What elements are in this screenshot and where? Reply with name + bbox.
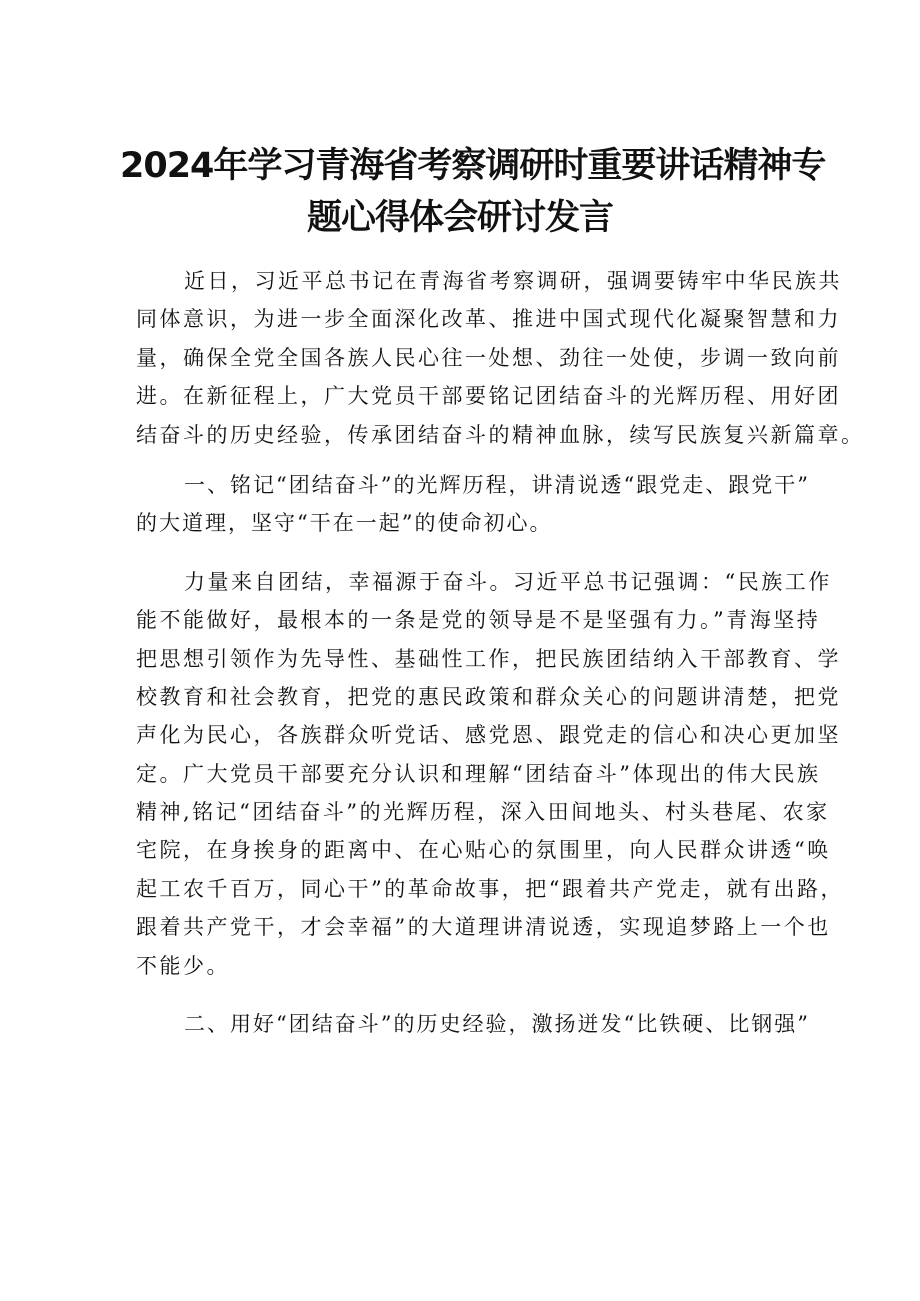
paragraph-line: 跟着共产党干，才会幸福”的大道理讲清说透，实现追梦路上一个也 xyxy=(136,915,831,940)
paragraph-line: 近日，习近平总书记在青海省考察调研，强调要铸牢中华民族共 xyxy=(184,269,842,293)
paragraph-line: 起工农千百万，同心干”的革命故事，把“跟着共产党走，就有出路， xyxy=(136,876,844,901)
paragraph-line: 进。在新征程上，广大党员干部要铭记团结奋斗的光辉历程、用好团 xyxy=(136,384,841,409)
document-body xyxy=(136,262,865,1043)
paragraph-line: 定。广大党员干部要充分认识和理解“团结奋斗”体现出的伟大民族 xyxy=(136,761,821,786)
paragraph-line: 结奋斗的历史经验，传承团结奋斗的精神血脉，续写民族复兴新篇章。 xyxy=(136,422,865,447)
paragraph-line: 能不能做好，最根本的一条是党的领导是不是坚强有力。”青海坚持 xyxy=(136,608,821,633)
paragraph-line: 精神,铭记“团结奋斗”的光辉历程，深入田间地头、村头巷尾、农家 xyxy=(136,800,830,825)
heading-line: 二、用好“团结奋斗”的历史经验，激扬迸发“比铁硬、比钢强” xyxy=(184,1012,810,1037)
paragraph-line: 声化为民心，各族群众听党话、感党恩、跟党走的信心和决心更加坚 xyxy=(136,723,841,748)
paragraph-line: 不能少。 xyxy=(136,953,230,978)
paragraph-line: 量，确保全党全国各族人民心往一处想、劲往一处使，步调一致向前 xyxy=(136,345,841,370)
section-1-heading xyxy=(136,466,810,543)
title-line: 2024年学习青海省考察调研时重要讲话精神专 xyxy=(120,146,826,186)
intro-paragraph xyxy=(136,262,865,454)
paragraph-line: 宅院，在身挨身的距离中、在心贴心的氛围里，向人民群众讲透“唤 xyxy=(136,838,831,863)
section-1-paragraph xyxy=(136,563,844,985)
heading-line: 的大道理，坚守“干在一起”的使命初心。 xyxy=(136,511,553,536)
paragraph-line: 把思想引领作为先导性、基础性工作，把民族团结纳入干部教育、学 xyxy=(136,646,841,671)
section-2-heading xyxy=(136,1005,810,1043)
paragraph-line: 力量来自团结，幸福源于奋斗。习近平总书记强调：“民族工作 xyxy=(184,569,832,594)
title-line: 题心得体会研讨发言 xyxy=(306,198,613,238)
heading-line: 一、铭记“团结奋斗”的光辉历程，讲清说透“跟党走、跟党干” xyxy=(184,472,810,497)
paragraph-line: 同体意识，为进一步全面深化改革、推进中国式现代化凝聚智慧和力 xyxy=(136,307,841,332)
paragraph-line: 校教育和社会教育，把党的惠民政策和群众关心的问题讲清楚，把党 xyxy=(136,684,841,709)
document-title xyxy=(120,140,826,244)
